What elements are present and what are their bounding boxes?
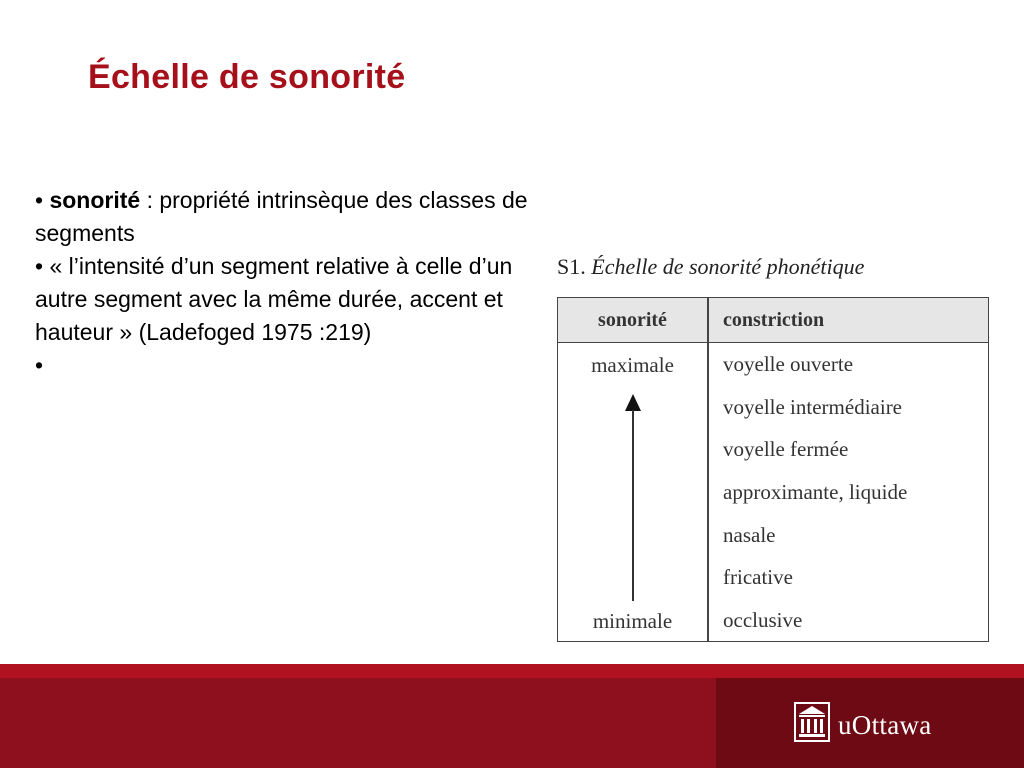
- footer-band: [0, 664, 1024, 768]
- constriction-row: approximante, liquide: [723, 480, 908, 505]
- sonority-table: [557, 297, 989, 642]
- arrow-shaft: [632, 410, 634, 601]
- bullet-marker: •: [35, 352, 44, 378]
- constriction-row: nasale: [723, 522, 776, 547]
- bullet-text: : propriété intrinsèque des classes de segments: [35, 187, 528, 246]
- bullet-marker: •: [35, 187, 44, 213]
- constriction-list: [723, 352, 907, 651]
- footer-accent-strip: [0, 664, 1024, 678]
- university-building-icon: [794, 702, 830, 742]
- header-constriction: constriction: [723, 309, 825, 331]
- bullet-text: « l’intensité d’un segment relative à celle d’un autre segment avec la même durée, accent et hauteur » (Ladefoged 1975 :219): [35, 253, 513, 345]
- bullet-item: [35, 184, 540, 250]
- bullet-item: [35, 250, 540, 349]
- table-caption-title: Échelle de sonorité phonétique: [591, 254, 865, 279]
- logo-text: uOttawa: [838, 710, 932, 740]
- header-sonorite: sonorité: [598, 309, 667, 331]
- bullet-marker: •: [35, 253, 44, 279]
- constriction-row: voyelle intermédiaire: [723, 394, 903, 419]
- bullet-item: [35, 349, 540, 382]
- label-minimale: minimale: [592, 609, 673, 633]
- slide-title: Échelle de sonorité: [88, 58, 406, 96]
- label-maximale: maximale: [591, 353, 674, 377]
- arrow-up-icon: [625, 394, 641, 411]
- bullet-term: sonorité: [49, 187, 141, 213]
- constriction-row: fricative: [723, 565, 793, 590]
- constriction-row: occlusive: [723, 608, 803, 633]
- bullet-list: [35, 184, 540, 382]
- constriction-row: voyelle fermée: [723, 437, 849, 462]
- column-divider: [707, 298, 709, 641]
- constriction-row: voyelle ouverte: [723, 352, 854, 376]
- table-caption-number: S1.: [557, 254, 586, 279]
- table-caption: [557, 254, 864, 280]
- logo-panel: [716, 678, 1024, 768]
